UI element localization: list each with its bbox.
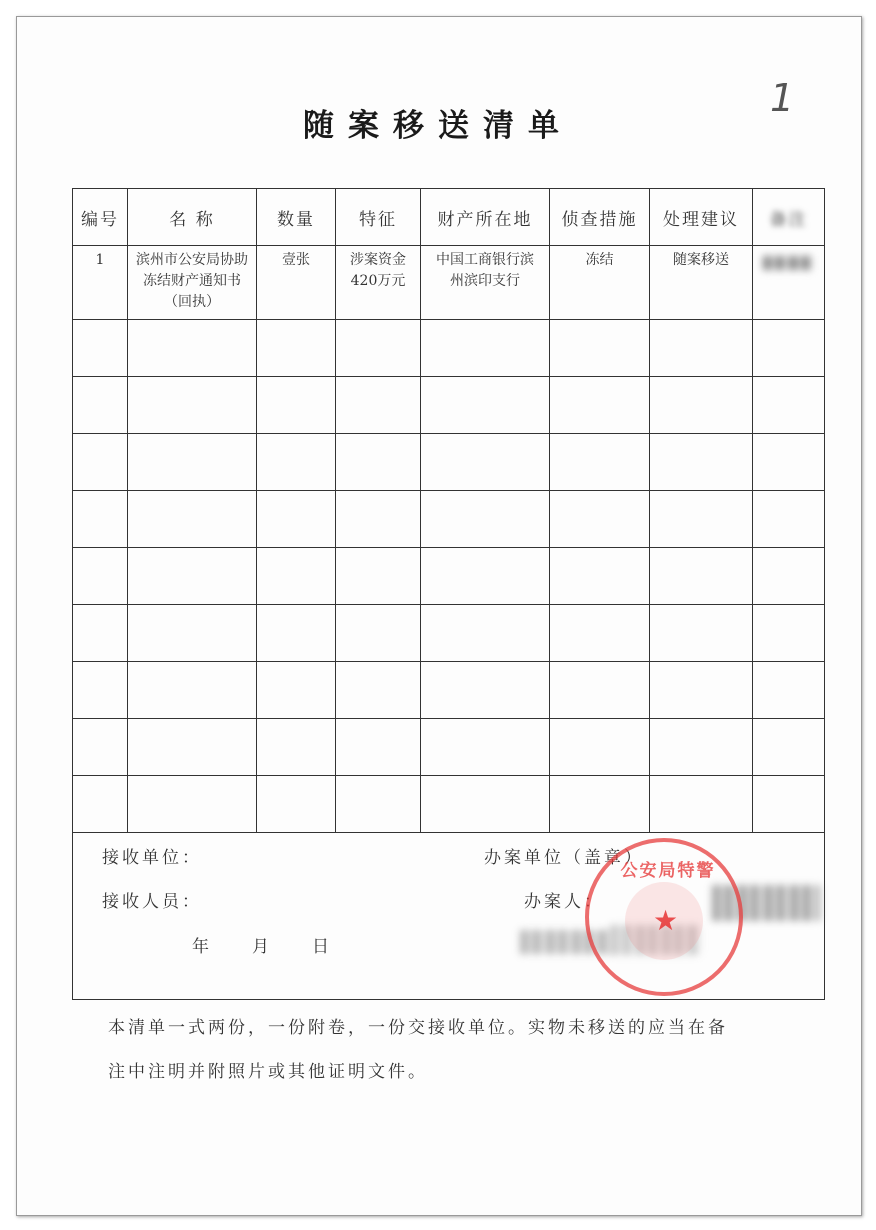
page-title: 随案移送清单 (303, 108, 573, 144)
note-line-1: 本清单一式两份，一份附卷，一份交接收单位。实物未移送的应当在备 (108, 1018, 728, 1038)
header-feature: 特征 (336, 189, 421, 246)
case-person-label: 办案人： (524, 892, 604, 912)
table-row (73, 605, 825, 662)
cell-name: 滨州市公安局协助冻结财产通知书（回执） (128, 246, 257, 320)
cell-no: 1 (73, 246, 128, 320)
header-measure: 侦查措施 (550, 189, 650, 246)
table-row (73, 246, 825, 320)
table-row (73, 377, 825, 434)
table-row (73, 434, 825, 491)
official-seal: 公安局特警 ★ (585, 838, 743, 996)
handwritten-mark: 1 (770, 76, 799, 120)
table-row (73, 719, 825, 776)
table-row (73, 776, 825, 833)
cell-measure: 冻结 (550, 246, 650, 320)
header-location: 财产所在地 (421, 189, 550, 246)
case-unit-label: 办案单位（盖章） (484, 848, 644, 868)
header-qty: 数量 (257, 189, 336, 246)
receiving-person-label: 接收人员： (102, 892, 202, 912)
table-row (73, 548, 825, 605)
note-line-2: 注中注明并附照片或其他证明文件。 (108, 1062, 428, 1082)
cell-remark (753, 246, 825, 320)
date-label: 年 月 日 (192, 937, 332, 957)
table-row (73, 320, 825, 377)
header-no: 编号 (73, 189, 128, 246)
table-header-row (73, 189, 825, 246)
cell-feature: 涉案资金420万元 (336, 246, 421, 320)
header-remark: 备注 (753, 189, 825, 246)
receiving-unit-label: 接收单位： (102, 848, 202, 868)
transfer-list-table (72, 188, 825, 833)
header-suggestion: 处理建议 (650, 189, 753, 246)
table-row (73, 662, 825, 719)
star-icon: ★ (653, 904, 679, 937)
cell-qty: 壹张 (257, 246, 336, 320)
cell-location: 中国工商银行滨州滨印支行 (421, 246, 550, 320)
table-row (73, 491, 825, 548)
cell-suggestion: 随案移送 (650, 246, 753, 320)
header-name: 名 称 (128, 189, 257, 246)
